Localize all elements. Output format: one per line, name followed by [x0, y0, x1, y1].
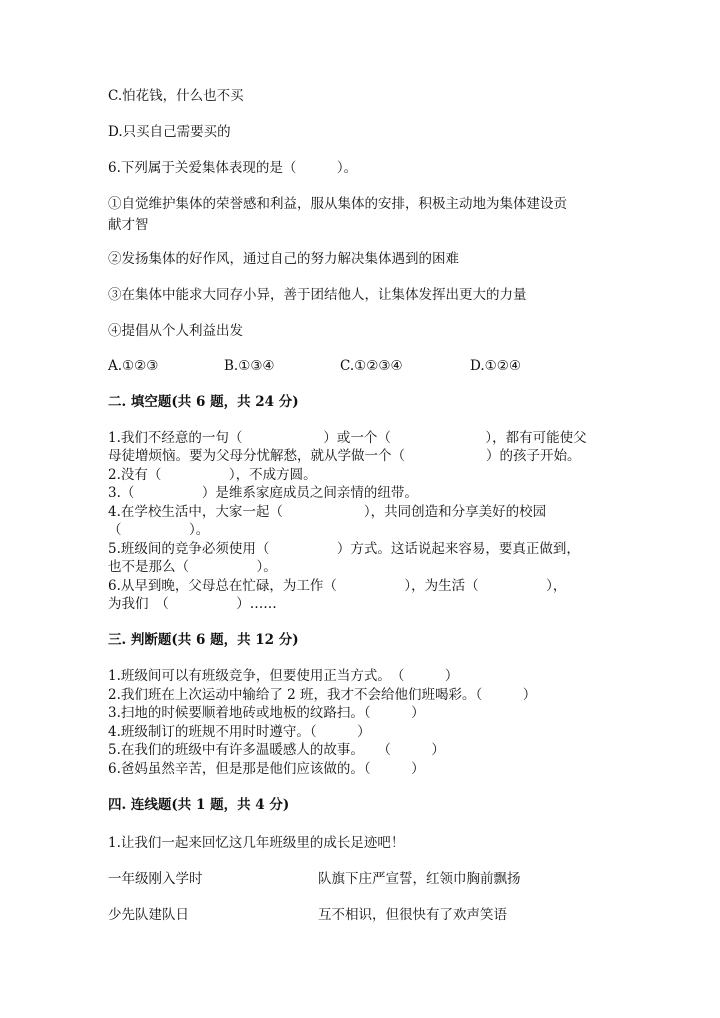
- match-left-1: 一年级刚入学时: [108, 871, 203, 887]
- match-right-1: 队旗下庄严宣誓，红领巾胸前飘扬: [318, 871, 521, 887]
- fill-line-2: 母徒增烦恼。要为父母分忧解愁，就从学做一个（ ）的孩子开始。: [108, 448, 581, 464]
- match-question-stem: 1.让我们一起来回忆这几年班级里的成长足迹吧！: [108, 835, 405, 851]
- fill-line-5: 4.在学校生活中，大家一起（ ），共同创造和分享美好的校园: [108, 504, 547, 520]
- fill-line-4: 3.（ ）是维系家庭成员之间亲情的纽带。: [108, 485, 418, 501]
- judge-line-3: 3.扫地的时候要顺着地砖或地板的纹路扫。（ ）: [108, 705, 425, 721]
- q6-option-c: C.①②③④: [340, 358, 403, 374]
- q6-option-d: D.①②④: [470, 358, 521, 374]
- section-2-title: 二. 填空题(共 6 题，共 24 分): [108, 394, 299, 410]
- fill-line-3: 2.没有（ ），不成方圆。: [108, 467, 317, 483]
- q6-item-3: ③在集体中能求大同存小异，善于团结他人，让集体发挥出更大的力量: [108, 287, 527, 303]
- fill-line-7: 5.班级间的竞争必须使用（ ）方式。这话说起来容易，要真正做到，: [108, 541, 580, 557]
- section-4-title: 四. 连线题(共 1 题，共 4 分): [108, 797, 290, 813]
- option-d: D.只买自己需要买的: [108, 124, 231, 140]
- judge-line-1: 1.班级间可以有班级竞争，但要使用正当方式。 （ ）: [108, 668, 459, 684]
- match-right-2: 互不相识，但很快有了欢声笑语: [318, 907, 507, 923]
- judge-line-2: 2.我们班在上次运动中输给了 2 班，我才不会给他们班喝彩。（ ）: [108, 687, 537, 703]
- q6-option-a: A.①②③: [108, 358, 159, 374]
- section-3-title: 三. 判断题(共 6 题，共 12 分): [108, 632, 299, 648]
- fill-line-10: 为我们 （ ）……: [108, 596, 277, 612]
- q6-item-1: ①自觉维护集体的荣誉感和利益，服从集体的安排，积极主动地为集体建设贡: [108, 196, 567, 212]
- question-6-stem: 6.下列属于关爱集体表现的是（ ）。: [108, 160, 358, 176]
- q6-item-2: ②发扬集体的好作风，通过自己的努力解决集体遇到的困难: [108, 251, 459, 267]
- q6-item-1-cont: 献才智: [108, 217, 149, 233]
- q6-item-4: ④提倡从个人利益出发: [108, 323, 243, 339]
- q6-option-b: B.①③④: [224, 358, 275, 374]
- match-left-2: 少先队建队日: [108, 907, 189, 923]
- fill-line-8: 也不是那么（ ）。: [108, 559, 277, 575]
- judge-line-5: 5.在我们的班级中有许多温暖感人的故事。 （ ）: [108, 742, 445, 758]
- judge-line-4: 4.班级制订的班规不用时时遵守。（ ）: [108, 724, 371, 740]
- fill-line-9: 6.从早到晚，父母总在忙碌，为工作（ ），为生活（ ），: [108, 578, 567, 594]
- option-c: C.怕花钱，什么也不买: [108, 88, 244, 104]
- fill-line-1: 1.我们不经意的一句（ ）或一个（ ），都有可能使父: [108, 430, 587, 446]
- fill-line-6: （ ）。: [108, 522, 210, 538]
- judge-line-6: 6.爸妈虽然辛苦，但是那是他们应该做的。（ ）: [108, 761, 425, 777]
